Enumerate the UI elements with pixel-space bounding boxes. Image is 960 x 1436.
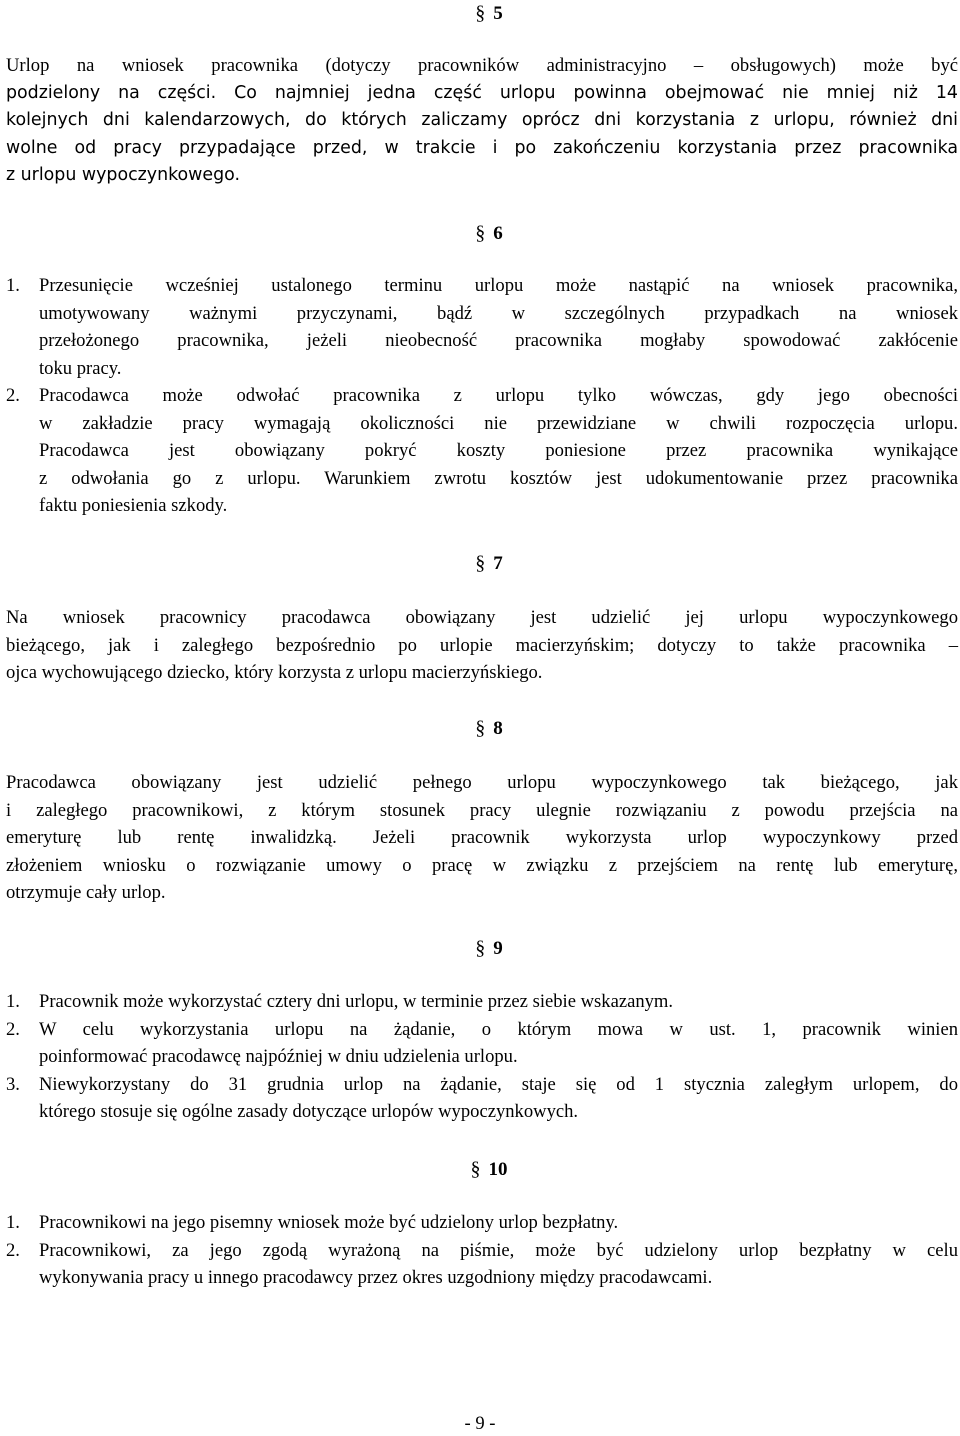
section-8-paragraph bbox=[6, 769, 958, 907]
list-item bbox=[6, 1016, 958, 1071]
section-heading-6 bbox=[0, 222, 960, 245]
list-item-line: w zakładzie pracy wymagają okoliczności nie przewidziane w chwili rozpoczęcia urlopu. bbox=[39, 412, 958, 434]
list-item-line: z odwołania go z urlopu. Warunkiem zwrotu kosztów jest udokumentowanie przez pracownika bbox=[39, 467, 958, 489]
list-item-line: poinformować pracodawcę najpóźniej w dniu udzielenia urlopu. bbox=[39, 1046, 518, 1067]
paragraph-line: Pracodawca obowiązany jest udzielić pełnego urlopu wypoczynkowego tak bieżącego, jak bbox=[6, 772, 958, 793]
list-item-line: Pracodawca jest obowiązany pokryć koszty poniesione przez pracownika wynikające bbox=[39, 440, 958, 461]
paragraph-line: i zaległego pracownikowi, z którym stosunek pracy ulegnie rozwiązaniu z powodu przejścia na bbox=[6, 799, 958, 821]
section-number: 10 bbox=[488, 1159, 508, 1180]
section-number: 6 bbox=[493, 223, 503, 244]
section-10-list bbox=[6, 1209, 958, 1292]
list-item-number: 3. bbox=[6, 1073, 20, 1095]
section-sign: § bbox=[470, 1158, 481, 1180]
list-item bbox=[6, 272, 958, 382]
page-number: - 9 - bbox=[464, 1413, 496, 1434]
list-item-line: W celu wykorzystania urlopu na żądanie, o którym mowa w ust. 1, pracownik winien bbox=[39, 1018, 958, 1040]
list-item-line: umotywowany ważnymi przyczynami, bądź w szczególnych przypadkach na wniosek bbox=[39, 302, 958, 324]
list-item-line: Niewykorzystany do 31 grudnia urlop na żądanie, staje się od 1 stycznia zaległym urlopem, do bbox=[39, 1073, 958, 1095]
section-number: 8 bbox=[493, 718, 503, 739]
paragraph-line: emeryturę lub rentę inwalidzką. Jeżeli pracownik wykorzysta urlop wypoczynkowy przed bbox=[6, 827, 958, 848]
list-item-line: faktu poniesienia szkody. bbox=[39, 495, 228, 516]
section-number: 9 bbox=[493, 938, 503, 959]
paragraph-line: ojca wychowującego dziecko, który korzysta z urlopu macierzyńskiego. bbox=[6, 662, 543, 683]
list-item-line: Pracownikowi na jego pisemny wniosek może być udzielony urlop bezpłatny. bbox=[39, 1212, 619, 1233]
paragraph-line: złożeniem wniosku o rozwiązanie umowy o pracę w związku z przejściem na rentę lub emeryturę, bbox=[6, 854, 958, 876]
paragraph-line: wolne od pracy przypadające przed, w trakcie i po zakończeniu korzystania przez pracownika bbox=[6, 137, 958, 158]
list-item-number: 1. bbox=[6, 991, 20, 1012]
section-sign: § bbox=[475, 717, 486, 739]
section-sign: § bbox=[475, 937, 486, 959]
list-item-line: Przesunięcie wcześniej ustalonego terminu urlopu może nastąpić na wniosek pracownika, bbox=[39, 275, 958, 296]
list-item-line: Pracodawca może odwołać pracownika z urlopu tylko wówczas, gdy jego obecności bbox=[39, 385, 958, 406]
list-item-line: wykonywania pracy u innego pracodawcy przez okres uzgodniony między pracodawcami. bbox=[39, 1267, 713, 1288]
section-5-paragraph bbox=[6, 52, 958, 190]
list-item bbox=[6, 1237, 958, 1292]
section-sign: § bbox=[475, 2, 486, 24]
section-sign: § bbox=[475, 552, 486, 574]
paragraph-line: otrzymuje cały urlop. bbox=[6, 882, 166, 903]
list-item bbox=[6, 1071, 958, 1126]
list-item bbox=[6, 382, 958, 520]
list-item bbox=[6, 1209, 958, 1237]
list-item bbox=[6, 988, 958, 1016]
list-item-number: 1. bbox=[6, 275, 20, 296]
list-item-line: toku pracy. bbox=[39, 357, 122, 379]
paragraph-line: bieżącego, jak i zaległego bezpośrednio po urlopie macierzyńskim; dotyczy to także pracownika – bbox=[6, 634, 958, 656]
section-heading-7 bbox=[0, 552, 960, 575]
paragraph-line: kolejnych dni kalendarzowych, do których zaliczamy oprócz dni korzystania z urlopu, również dni bbox=[6, 110, 958, 130]
section-9-list bbox=[6, 988, 958, 1126]
list-item-line: przełożonego pracownika, jeżeli nieobecność pracownika mogłaby spowodować zakłócenie bbox=[39, 330, 958, 351]
list-item-number: 2. bbox=[6, 1018, 20, 1040]
section-6-list bbox=[6, 272, 958, 520]
section-heading-8 bbox=[0, 717, 960, 740]
section-heading-5 bbox=[0, 2, 960, 25]
section-number: 5 bbox=[493, 3, 503, 24]
section-heading-10 bbox=[0, 1158, 960, 1181]
section-7-paragraph bbox=[6, 604, 958, 687]
list-item-line: którego stosuje się ogólne zasady dotyczące urlopów wypoczynkowych. bbox=[39, 1101, 579, 1122]
list-item-number: 1. bbox=[6, 1212, 20, 1233]
section-sign: § bbox=[475, 222, 486, 244]
section-number: 7 bbox=[493, 553, 503, 574]
paragraph-line: z urlopu wypoczynkowego. bbox=[6, 165, 241, 185]
paragraph-line: podzielony na części. Co najmniej jedna część urlopu powinna obejmować nie mniej niż 14 bbox=[6, 82, 958, 103]
paragraph-line: Urlop na wniosek pracownika (dotyczy pracowników administracyjno – obsługowych) może być bbox=[6, 55, 958, 76]
paragraph-line: Na wniosek pracownicy pracodawca obowiązany jest udzielić jej urlopu wypoczynkowego bbox=[6, 607, 958, 628]
list-item-number: 2. bbox=[6, 385, 20, 406]
list-item-line: Pracownikowi, za jego zgodą wyrażoną na piśmie, może być udzielony urlop bezpłatny w celu bbox=[39, 1239, 958, 1261]
list-item-number: 2. bbox=[6, 1239, 20, 1261]
list-item-line: Pracownik może wykorzystać cztery dni urlopu, w terminie przez siebie wskazanym. bbox=[39, 991, 674, 1012]
section-heading-9 bbox=[0, 937, 960, 960]
